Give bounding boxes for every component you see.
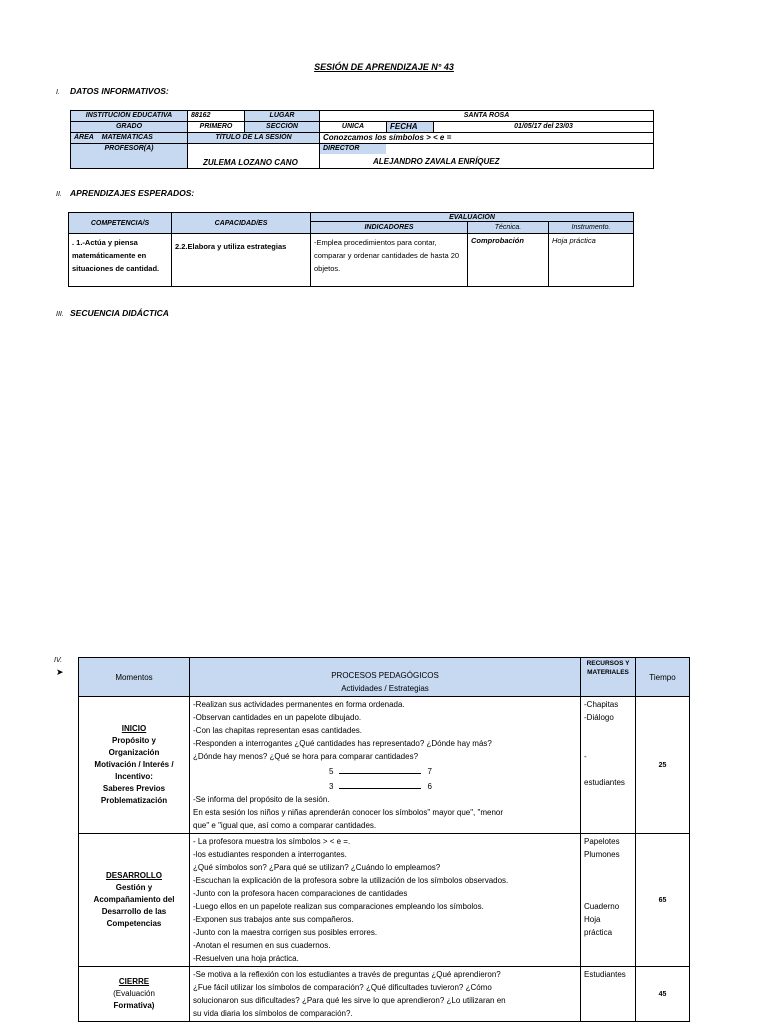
activity-line: -Con las chapitas representan esas cantidades.	[193, 726, 362, 735]
activity-line: En esta sesión los niños y niñas aprenderán conocer los símbolos" mayor que", "menor	[193, 808, 504, 817]
activity-line: -Realizan sus actividades permanentes en forma ordenada.	[193, 700, 405, 709]
table-row-inicio	[79, 697, 690, 834]
header-momentos: Momentos	[79, 658, 190, 697]
header-procesos-line2: Actividades / Estrategias	[341, 684, 429, 693]
momento-sub: Incentivo:	[115, 772, 153, 781]
momento-sub: Saberes Previos	[102, 784, 166, 793]
actividades-desarrollo	[190, 834, 581, 967]
momento-sub: Formativa)	[113, 1001, 155, 1010]
page-title: SESIÓN DE APRENDIZAJE N° 43	[314, 62, 454, 72]
momento-inicio	[79, 697, 190, 834]
section-number: II.	[56, 191, 62, 198]
header-procesos	[190, 658, 581, 697]
aprendizajes-table	[68, 212, 634, 287]
recurso-item	[584, 887, 632, 900]
recurso-item	[584, 874, 632, 887]
recurso-item: estudiantes	[584, 778, 625, 787]
activity-line: -Responden a interrogantes ¿Qué cantidades has representado? ¿Dónde hay más?	[193, 739, 492, 748]
section-heading-aprendizajes	[56, 188, 194, 198]
activity-line: -los estudiantes responden a interrogantes.	[193, 850, 347, 859]
cell-value	[188, 144, 320, 169]
activity-line: -Observan cantidades en un papelote dibujado.	[193, 713, 362, 722]
recurso-item	[584, 763, 632, 776]
recurso-item: Plumones	[584, 850, 620, 859]
cell-label: SECCIÓN	[245, 122, 320, 133]
activity-line: ¿Qué símbolos son? ¿Para qué se utilizan? ¿Cuándo lo empleamos?	[193, 863, 441, 872]
section-heading-datos	[56, 86, 169, 96]
activity-line: su vida diaria los símbolos de comparación?.	[193, 1009, 353, 1018]
recurso-item: -	[584, 752, 587, 761]
recurso-item: Hoja	[584, 915, 601, 924]
cell-label: GRADO	[71, 122, 188, 133]
header-capacidad: CAPACIDAD/ES	[172, 213, 311, 234]
competencia-cell: . 1.-Actúa y piensa matemáticamente en situaciones de cantidad.	[69, 234, 172, 287]
recursos-inicio	[581, 697, 636, 834]
section-number: I.	[56, 89, 60, 96]
momento-sub: Competencias	[106, 919, 162, 928]
header-procesos-line1: PROCESOS PEDAGÓGICOS	[331, 671, 439, 680]
recurso-item	[584, 737, 632, 750]
tiempo-cierre: 45	[636, 967, 690, 1022]
actividades-inicio	[190, 697, 581, 834]
activity-line: ¿Dónde hay menos? ¿Qué se hora para comparar cantidades?	[193, 752, 419, 761]
momento-sub: Organización	[108, 748, 160, 757]
recurso-item: -Diálogo	[584, 713, 614, 722]
activity-line: -Escuchan la explicación de la profesora sobre la utilización de los símbolos observados.	[193, 876, 509, 885]
activity-line: -Exponen sus trabajos ante sus compañeros.	[193, 915, 354, 924]
comparison-right: 6	[427, 782, 432, 791]
activity-line: -Anotan el resumen en sus cuadernos.	[193, 941, 331, 950]
cell-value: Conozcamos los símbolos > < e =	[320, 133, 654, 144]
momento-title: DESARROLLO	[106, 871, 162, 880]
cell-label	[71, 133, 188, 144]
momento-sub: Problematización	[100, 796, 168, 805]
recursos-cierre	[581, 967, 636, 1022]
instrumento-cell: Hoja práctica	[549, 234, 634, 287]
activity-line: -Luego ellos en un papelote realizan sus comparaciones empleando los símbolos.	[193, 902, 484, 911]
comparison-left: 5	[329, 767, 334, 776]
cell-label: PROFESOR(A)	[71, 144, 188, 169]
recurso-item: Estudiantes	[584, 970, 626, 979]
cell-label: TÍTULO DE LA SESIÓN	[188, 133, 320, 144]
cell-label: INSTITUCIÓN EDUCATIVA	[71, 111, 188, 122]
comparison-left: 3	[329, 782, 334, 791]
activity-line: -Se motiva a la reflexión con los estudiantes a través de preguntas ¿Qué aprendieron?	[193, 970, 501, 979]
activity-line: -Resuelven una hoja práctica.	[193, 954, 299, 963]
recurso-item: Papelotes	[584, 837, 620, 846]
momento-sub: Acompañamiento del	[93, 895, 175, 904]
activity-line: - La profesora muestra los símbolos > < e =.	[193, 837, 351, 846]
activity-line: que" e "igual que, así como a comparar cantidades.	[193, 821, 377, 830]
director-cell	[320, 144, 654, 169]
secuencia-table	[78, 657, 690, 1022]
recurso-item: -Chapitas	[584, 700, 619, 709]
tiempo-inicio: 25	[636, 697, 690, 834]
header-instrumento: Instrumento.	[549, 222, 634, 234]
activity-line: solucionaron sus dificultades? ¿Para qué les sirve lo que aprendieron? ¿Lo utilizaran en	[193, 996, 506, 1005]
datos-informativos-table	[70, 110, 654, 169]
activity-line: -Se informa del propósito de la sesión.	[193, 795, 330, 804]
momento-sub: Gestión y	[115, 883, 153, 892]
momento-sub: Motivación / Interés /	[94, 760, 174, 769]
momento-cierre	[79, 967, 190, 1022]
recurso-item	[584, 861, 632, 874]
profesor-value: ZULEMA LOZANO CANO	[203, 158, 298, 167]
momento-desarrollo	[79, 834, 190, 967]
cell-label: FECHA	[387, 122, 434, 133]
table-row-desarrollo	[79, 834, 690, 967]
cell-label: LUGAR	[245, 111, 320, 122]
area-label: ÁREA	[74, 134, 94, 141]
tecnica-cell: Comprobación	[468, 234, 549, 287]
comparison-blank	[339, 763, 421, 774]
momento-sub: (Evaluación	[113, 989, 155, 998]
section-label: DATOS INFORMATIVOS:	[70, 86, 169, 96]
header-evaluacion: EVALUACIÓN	[311, 213, 634, 222]
cell-value: ÚNICA	[320, 122, 387, 133]
header-competencia: COMPETENCIA/S	[69, 213, 172, 234]
recurso-item	[584, 724, 632, 737]
director-label: DIRECTOR	[320, 144, 386, 154]
recurso-item: práctica	[584, 928, 613, 937]
section-label: SECUENCIA DIDÁCTICA	[70, 308, 169, 318]
indicador-cell: -Emplea procedimientos para contar, comparar y ordenar cantidades de hasta 20 objetos.	[311, 234, 468, 287]
cell-value: 01/05/17 del 23/03	[434, 122, 654, 133]
comparison-row	[193, 778, 577, 793]
cell-value: 88162	[188, 111, 245, 122]
section-number: III.	[56, 311, 64, 318]
capacidad-cell: 2.2.Elabora y utiliza estrategias	[172, 234, 311, 287]
header-indicadores: INDICADORES	[311, 222, 468, 234]
director-value: ALEJANDRO ZAVALA ENRÍQUEZ	[373, 157, 500, 166]
arrow-bullet-icon: ➤	[56, 667, 64, 677]
tiempo-desarrollo: 65	[636, 834, 690, 967]
momento-sub: Propósito y	[111, 736, 156, 745]
recurso-item: Cuaderno	[584, 902, 620, 911]
comparison-row	[193, 763, 577, 778]
activity-line: -Junto con la profesora hacen comparaciones de cantidades	[193, 889, 408, 898]
momento-sub: Desarrollo de las	[101, 907, 167, 916]
comparison-blank	[339, 778, 421, 789]
table-row-cierre	[79, 967, 690, 1022]
header-tecnica: Técnica.	[468, 222, 549, 234]
momento-title: CIERRE	[118, 977, 150, 986]
recursos-desarrollo	[581, 834, 636, 967]
header-recursos: RECURSOS Y MATERIALES	[581, 658, 636, 697]
area-value: MATEMÁTICAS	[101, 134, 153, 141]
actividades-cierre	[190, 967, 581, 1022]
activity-line: -Junto con la maestra corrigen sus posibles errores.	[193, 928, 378, 937]
activity-line: ¿Fue fácil utilizar los símbolos de comparación? ¿Qué dificultades tuvieron? ¿Cómo	[193, 983, 492, 992]
cell-value: SANTA ROSA	[320, 111, 654, 122]
section-label: APRENDIZAJES ESPERADOS:	[70, 188, 195, 198]
section-heading-secuencia	[56, 308, 169, 318]
cell-value: PRIMERO	[188, 122, 245, 133]
comparison-right: 7	[427, 767, 432, 776]
section-number: IV.	[54, 657, 63, 664]
momento-title: INICIO	[121, 724, 147, 733]
header-tiempo: Tiempo	[636, 658, 690, 697]
